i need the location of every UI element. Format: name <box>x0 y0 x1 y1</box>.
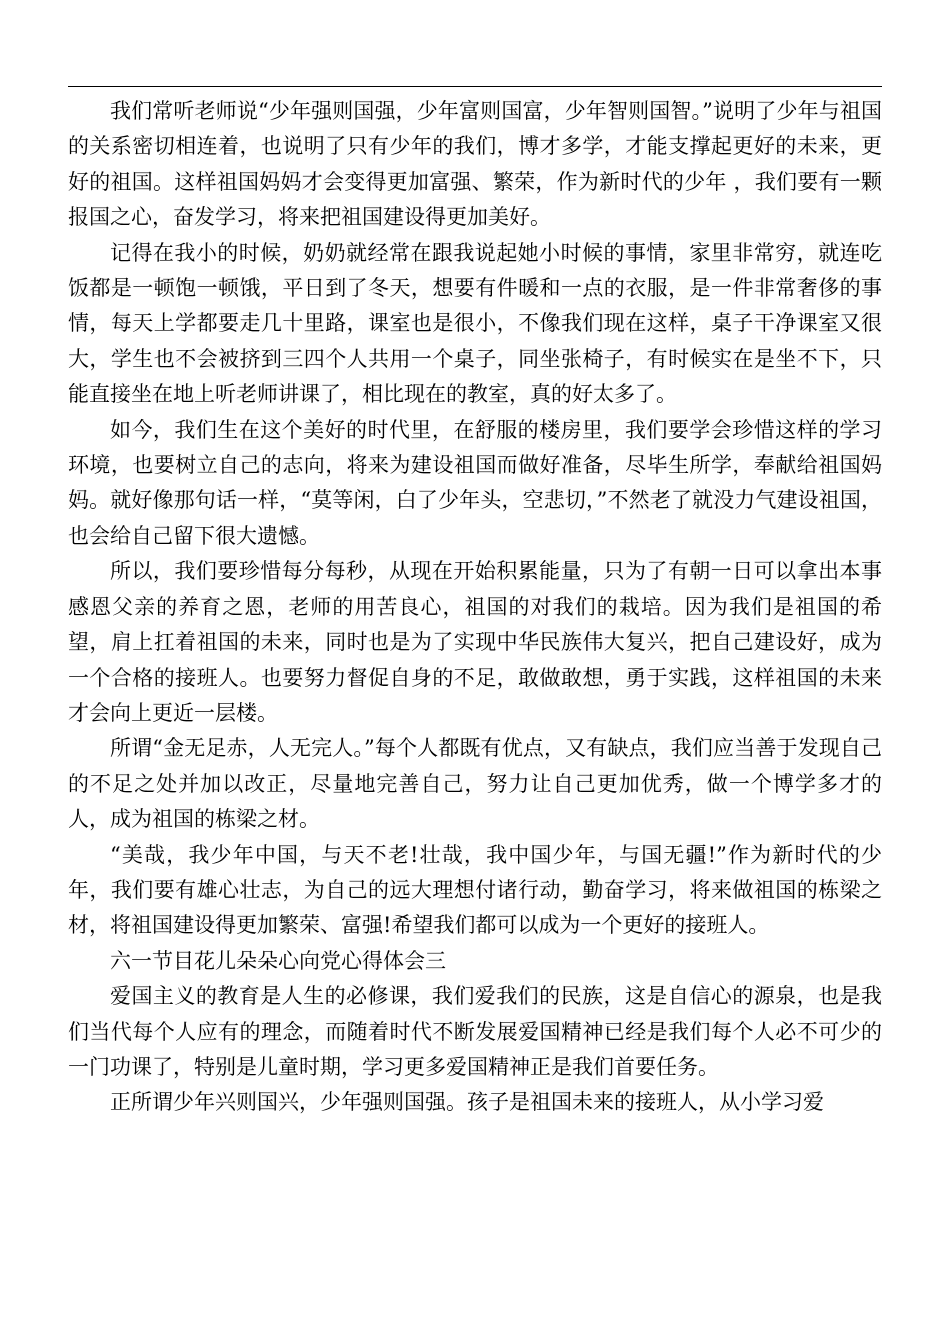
paragraph: “美哉，我少年中国，与天不老!壮哉，我中国少年，与国无疆!”作为新时代的少年，我们要有雄心壮志，为自己的远大理想付诸行动，勤奋学习，将来做祖国的栋梁之材，将祖国建设得更加繁荣、富强!希望我们都可以成为一个更好的接班人。 <box>68 842 882 938</box>
section-heading: 六一节目花儿朵朵心向党心得体会三 <box>110 948 446 973</box>
paragraph: 所谓“金无足赤，人无完人。”每个人都既有优点，又有缺点，我们应当善于发现自己的不足之处并加以改正，尽量地完善自己，努力让自己更加优秀，做一个博学多才的人，成为祖国的栋梁之材。 <box>68 736 882 832</box>
paragraph: 爱国主义的教育是人生的必修课，我们爱我们的民族，这是自信心的源泉，也是我们当代每个人应有的理念，而随着时代不断发展爱国精神已经是我们每个人必不可少的一门功课了，特别是儿童时期，学习更多爱国精神正是我们首要任务。 <box>68 984 882 1079</box>
header-rule <box>68 86 882 87</box>
paragraph: 我们常听老师说“少年强则国强，少年富则国富，少年智则国智。”说明了少年与祖国的关系密切相连着，也说明了只有少年的我们，博才多学，才能支撑起更好的未来，更好的祖国。这样祖国妈妈才会变得更加富强、繁荣，作为新时代的少年 ，我们要有一颗报国之心，奋发学习，将来把祖国建设得更加美好。 <box>68 99 882 230</box>
document-body <box>68 94 882 1121</box>
paragraph: 记得在我小的时候，奶奶就经常在跟我说起她小时候的事情，家里非常穷，就连吃饭都是一顿饱一顿饿，平日到了冬天，想要有件暖和一点的衣服，是一件非常奢侈的事情，每天上学都要走几十里路，课室也是很小，不像我们现在这样，桌子干净课室又很大，学生也不会被挤到三四个人共用一个桌子，同坐张椅子，有时候实在是坐不下，只能直接坐在地上听老师讲课了，相比现在的教室，真的好太多了。 <box>68 240 882 407</box>
paragraph: 正所谓少年兴则国兴，少年强则国强。孩子是祖国未来的接班人，从小学习爱 <box>110 1090 824 1115</box>
paragraph: 如今，我们生在这个美好的时代里，在舒服的楼房里，我们要学会珍惜这样的学习环境，也要树立自己的志向，将来为建设祖国而做好准备，尽毕生所学，奉献给祖国妈妈。就好像那句话一样，“莫等闲，白了少年头，空悲切，”不然老了就没力气建设祖国，也会给自己留下很大遗憾。 <box>68 417 882 548</box>
paragraph: 所以，我们要珍惜每分每秒，从现在开始积累能量，只为了有朝一日可以拿出本事感恩父亲的养育之恩，老师的用苦良心，祖国的对我们的栽培。因为我们是祖国的希望，肩上扛着祖国的未来，同时也是为了实现中华民族伟大复兴，把自己建设好，成为一个合格的接班人。也要努力督促自身的不足，敢做敢想，勇于实践，这样祖国的未来才会向上更近一层楼。 <box>68 559 882 725</box>
